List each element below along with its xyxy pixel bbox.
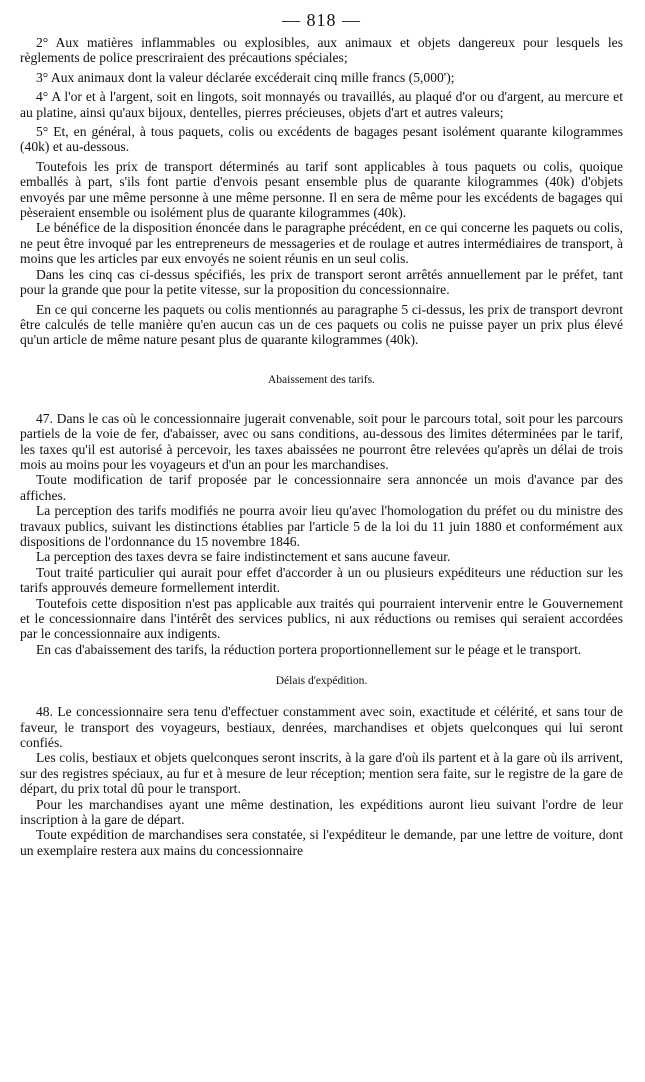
paragraph: Toutefois cette disposition n'est pas applicable aux traités qui pourraient intervenir entre le Gouvernement et le concessionnaire dans l'intérêt des services publics, ni aux réductions ou remises qui seraient accordées par le concessionnaire aux indigents. bbox=[20, 595, 623, 642]
paragraph: La perception des taxes devra se faire indistinctement et sans aucune faveur. bbox=[36, 549, 451, 565]
paragraph: 47. Dans le cas où le concessionnaire jugerait convenable, soit pour le parcours total, soit pour les parcours partiels de la voie de fer, d'abaisser, avec ou sans conditions, au-dessous des limites déterminées par le tarif, les taxes qu'il est autorisé à percevoir, les taxes abaissées ne pourront être relevées qu'après un délai de trois mois au moins pour les voyageurs et d'un an pour les marchandises. bbox=[20, 410, 623, 472]
paragraph: Toutefois les prix de transport déterminés au tarif sont applicables à tous paquets ou colis, quoique emballés à part, s'ils font partie d'envois pesant ensemble plus de quarante kilogrammes (40k) d'objets envoyés par une même personne à une même personne. Il en sera de même pour les excédents de bagages qui pèseraient ensemble ou isolément plus de quarante kilogrammes (40k). bbox=[20, 158, 623, 221]
paragraph: Tout traité particulier qui aurait pour effet d'accorder à un ou plusieurs expéditeurs une réduction sur les tarifs approuvés demeure formellement interdit. bbox=[20, 564, 623, 596]
paragraph: 4° A l'or et à l'argent, soit en lingots, soit monnayés ou travaillés, au plaqué d'or ou d'argent, au mercure et au platine, ainsi qu'aux bijoux, dentelles, pierres précieuses, objets d'art et autres valeurs; bbox=[20, 89, 623, 120]
paragraph: 5° Et, en général, à tous paquets, colis ou excédents de bagages pesant isolément quarante kilogrammes (40k) et au-dessous. bbox=[20, 124, 623, 155]
section-heading: Délais d'expédition. bbox=[275, 675, 368, 688]
paragraph: Toute modification de tarif proposée par le concessionnaire sera annoncée un mois d'avance par des affiches. bbox=[20, 472, 623, 503]
paragraph: Le bénéfice de la disposition énoncée dans le paragraphe précédent, en ce qui concerne les paquets ou colis, ne peut être invoqué par les entrepreneurs de messageries et de roulage et autres intermédiaires de transport, à moins que les articles par eux envoyés ne soient réunis en un seul colis. bbox=[20, 220, 623, 267]
paragraph: 48. Le concessionnaire sera tenu d'effectuer constamment avec soin, exactitude et célérité, et sans tour de faveur, le transport des voyageurs, bestiaux, denrées, marchandises et objets quelconques qui lui seront confiés. bbox=[20, 704, 623, 751]
paragraph: La perception des tarifs modifiés ne pourra avoir lieu qu'avec l'homologation du préfet ou du ministre des travaux publics, suivant les distinctions établies par l'article 5 de la loi du 11 juin 1880 et conformément aux dispositions de l'ordonnance du 15 novembre 1846. bbox=[20, 503, 623, 549]
paragraph: 2° Aux matières inflammables ou explosibles, aux animaux et objets dangereux pour lesquels les règlements de police prescriraient des précautions spéciales; bbox=[20, 35, 623, 66]
paragraph: Dans les cinq cas ci-dessus spécifiés, les prix de transport seront arrêtés annuellement par le préfet, tant pour la grande que pour la petite vitesse, sur la proposition du concessionnaire. bbox=[20, 266, 623, 298]
article-48 bbox=[20, 704, 623, 858]
paragraph: Toute expédition de marchandises sera constatée, si l'expéditeur le demande, par une lettre de voiture, dont un exemplaire restera aux mains du concessionnaire bbox=[20, 827, 623, 858]
exceptions-list bbox=[20, 35, 623, 155]
article-47 bbox=[20, 411, 623, 658]
paragraph: En cas d'abaissement des tarifs, la réduction portera proportionnellement sur le péage et le transport. bbox=[36, 641, 582, 657]
section-heading: Abaissement des tarifs. bbox=[268, 373, 375, 386]
page-number: — 818 — bbox=[282, 10, 361, 30]
paragraph: Les colis, bestiaux et objets quelconques seront inscrits, à la gare d'où ils partent et à la gare où ils arrivent, sur des registres spéciaux, au fur et à mesure de leur réception; mention sera faite, sur le registre de la gare de départ, du prix total dû pour le transport. bbox=[20, 750, 623, 797]
paragraph: Pour les marchandises ayant une même destination, les expéditions auront lieu suivant l'ordre de leur inscription à la gare de départ. bbox=[20, 796, 623, 828]
paragraph: En ce qui concerne les paquets ou colis mentionnés au paragraphe 5 ci-dessus, les prix de transport devront être calculés de telle manière qu'en aucun cas un de ces paquets ou colis ne puisse payer un prix plus élevé qu'un article de même nature pesant plus de quarante kilogrammes (40k). bbox=[20, 301, 623, 348]
tariff-provisions bbox=[20, 159, 623, 348]
paragraph: 3° Aux animaux dont la valeur déclarée excéderait cinq mille francs (5,000'); bbox=[36, 69, 455, 85]
